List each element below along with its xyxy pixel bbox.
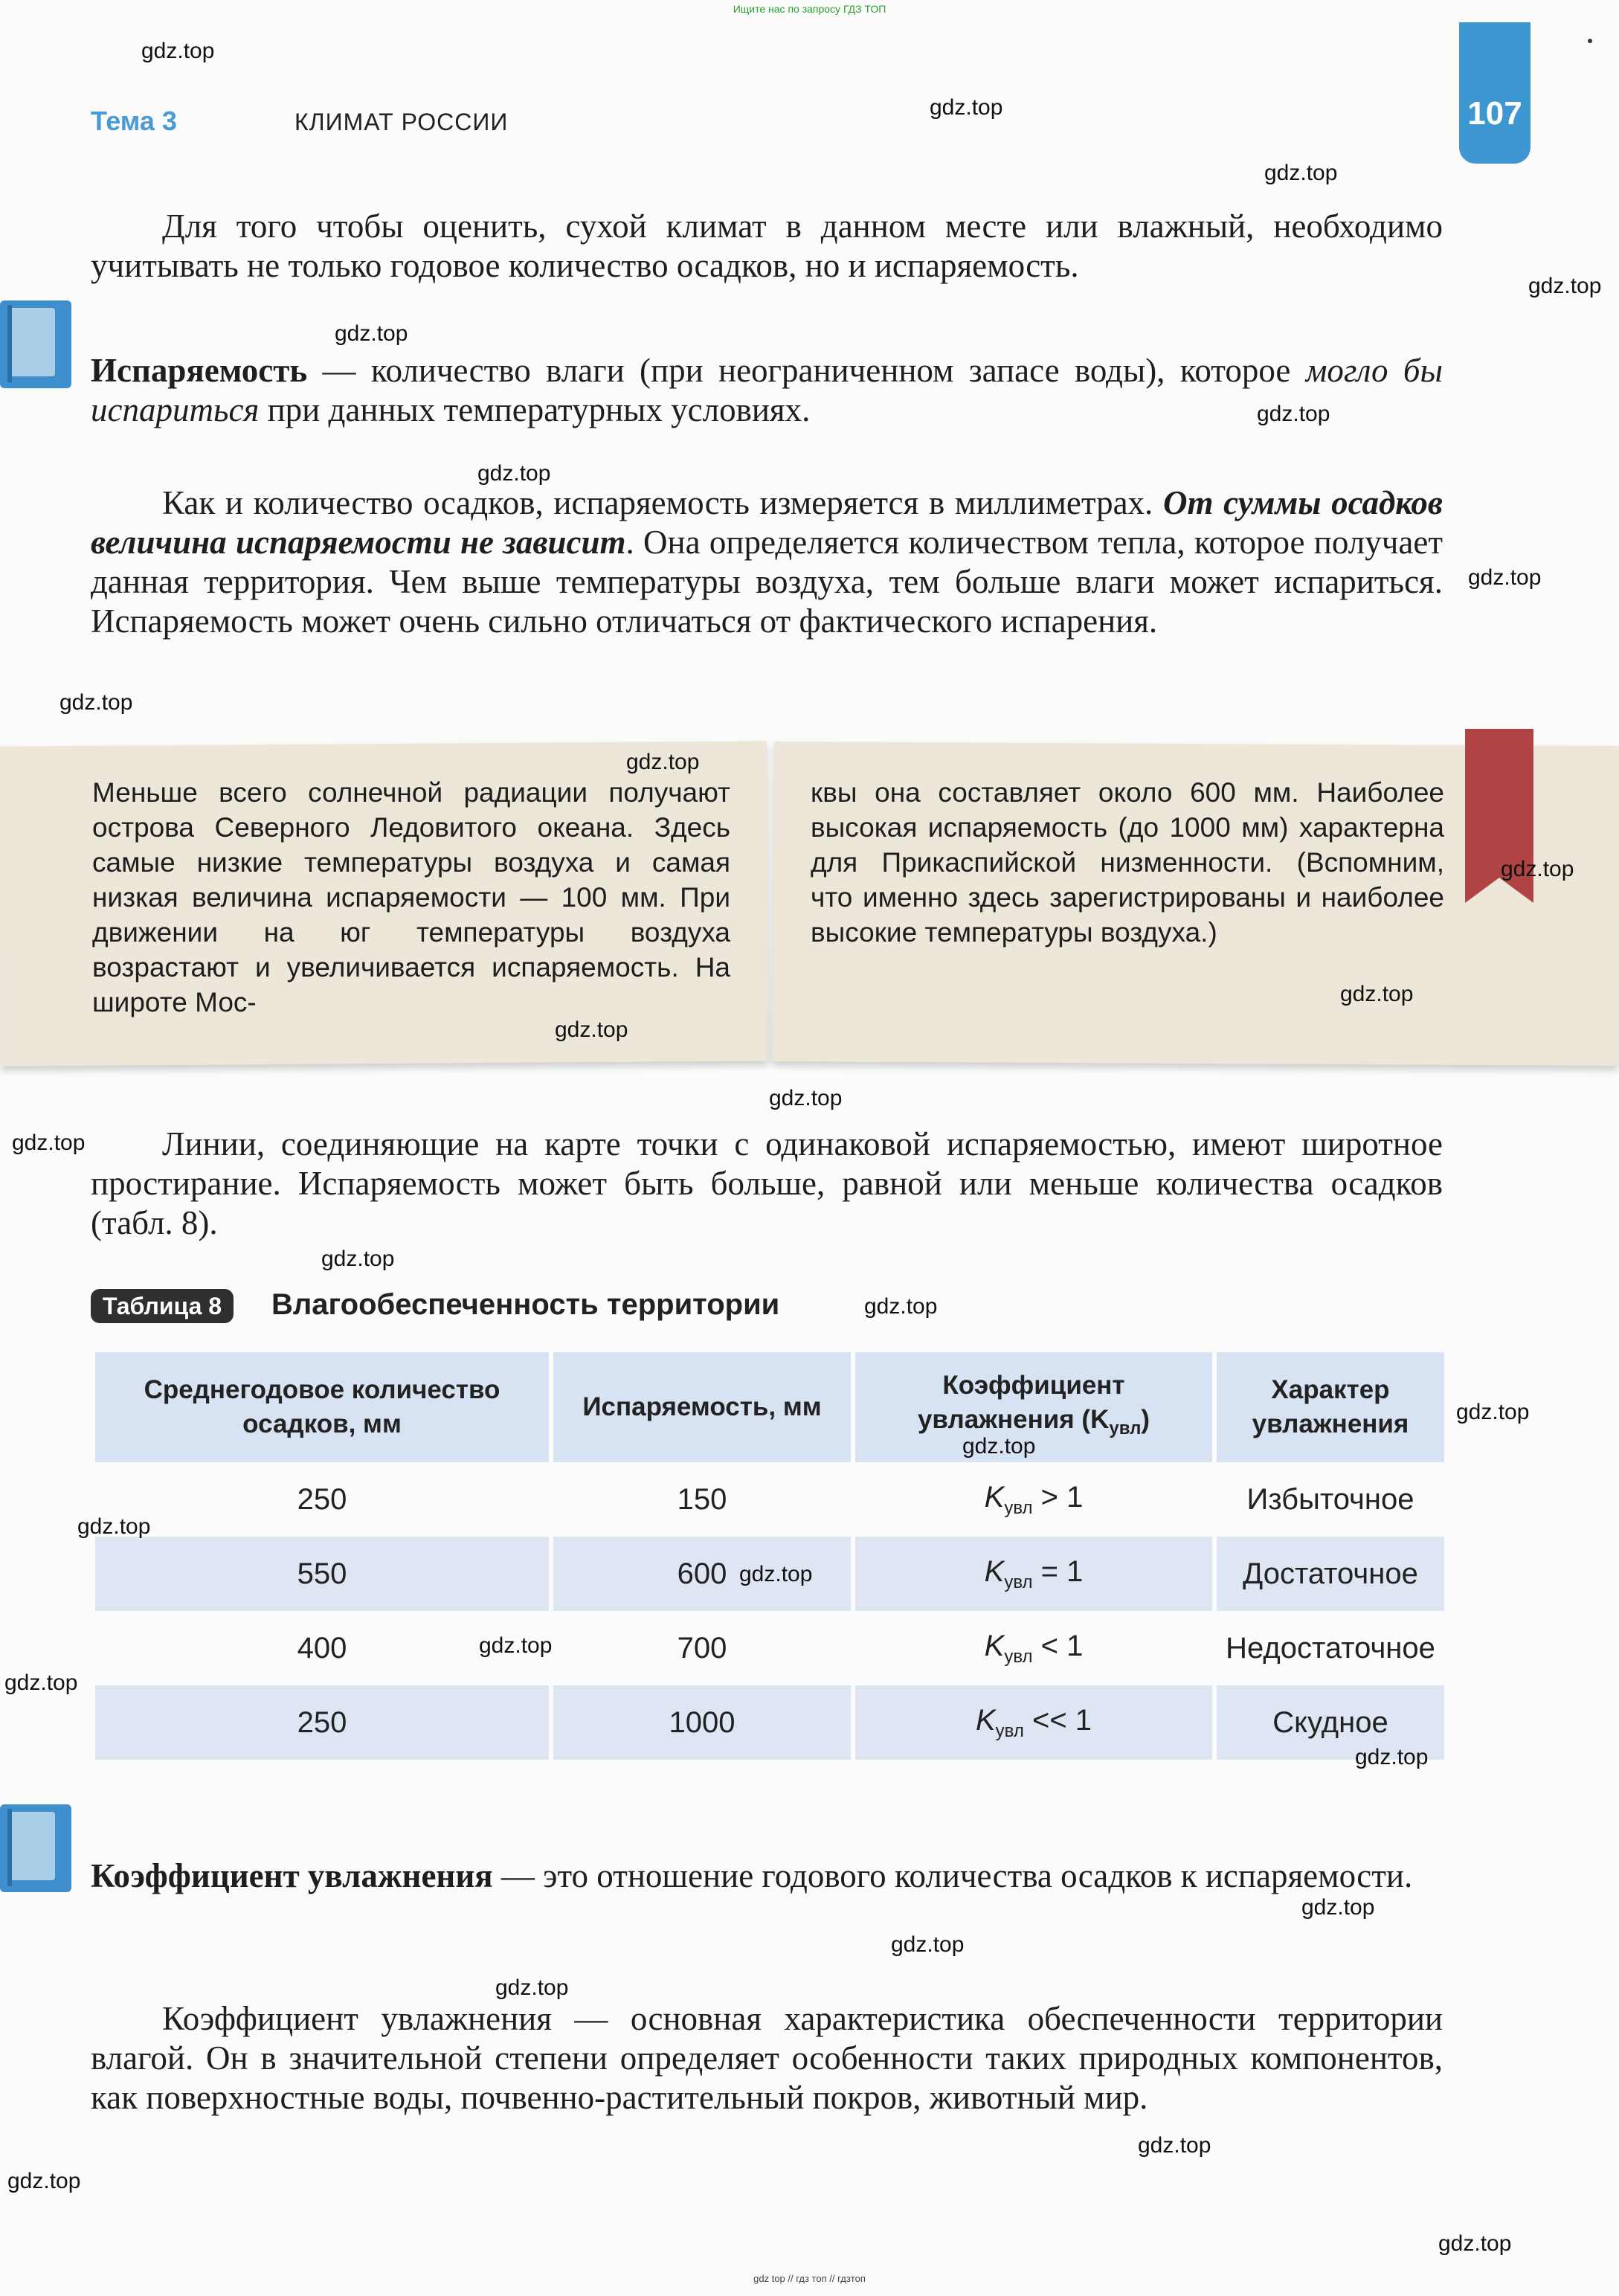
watermark: gdz.top: [335, 321, 408, 346]
isolines-paragraph: [91, 1125, 1443, 1243]
definition2-text: — это отношение годового количества осадков к испаряемости.: [492, 1857, 1413, 1894]
cell-precipitation: 250: [95, 1462, 551, 1537]
watermark: gdz.top: [1301, 1895, 1375, 1920]
table-label: Таблица 8: [91, 1289, 234, 1323]
watermark: gdz.top: [891, 1932, 965, 1957]
top-note: Ищите нас по запросу ГДЗ ТОП: [733, 3, 886, 15]
cell-evaporation: 600: [551, 1537, 853, 1611]
cell-character: Достаточное: [1214, 1537, 1444, 1611]
header-coefficient-sub: увл: [1109, 1418, 1142, 1438]
watermark: gdz.top: [1528, 274, 1602, 298]
book-icon: [0, 300, 71, 388]
moisture-table: [95, 1352, 1444, 1760]
table-row: [95, 1611, 1444, 1685]
para2-italic: От суммы осадков величина испаряемости не зависит: [91, 484, 1443, 561]
header-evaporation: Испаряемость, мм: [551, 1352, 853, 1462]
cell-coefficient: $K_{увл} = 1$: [853, 1537, 1214, 1611]
table-title: Влагообеспеченность территории: [271, 1288, 780, 1321]
watermark: gdz.top: [12, 1131, 86, 1155]
cell-character: Недостаточное: [1214, 1611, 1444, 1685]
watermark: gdz.top: [769, 1086, 843, 1110]
para3-text: Линии, соединяющие на карте точки с одинаковой испаряемостью, имеют широтное простирание. Испаряемость может быть больше, равной или меньше количества осадков (табл. 8).: [91, 1125, 1443, 1241]
header-coefficient: Коэффициент увлажнения $(K_{увл})$: [853, 1352, 1214, 1462]
header-precipitation: Среднегодовое количество осадков, мм: [95, 1352, 551, 1462]
watermark: gdz.top: [1264, 161, 1338, 185]
chapter-title: КЛИМАТ РОССИИ: [294, 109, 509, 135]
bookmark-ribbon: [1465, 729, 1533, 878]
watermark: gdz.top: [1138, 2133, 1211, 2158]
definition-text-2: при данных температурных условиях.: [259, 391, 811, 428]
corner-dot: [1588, 39, 1592, 43]
watermark: gdz.top: [930, 95, 1003, 120]
table-row: [95, 1685, 1444, 1760]
watermark: gdz.top: [864, 1294, 938, 1319]
watermark: gdz.top: [4, 1670, 78, 1695]
para2-text-2: . Она определяется количеством тепла, которое получает данная территория. Чем выше температуры воздуха, тем больше влаги может испариться. Испаряемость может очень сильно отличаться от фактического испарения.: [91, 524, 1443, 640]
watermark: gdz.top: [962, 1434, 1036, 1459]
watermark: gdz.top: [321, 1247, 395, 1271]
intro-text: Для того чтобы оценить, сухой климат в данном месте или влажный, необходимо учитывать не только годовое количество осадков, но и испаряемость.: [91, 208, 1443, 284]
cell-coefficient: $K_{увл} > 1$: [853, 1462, 1214, 1537]
cell-precipitation: 550: [95, 1537, 551, 1611]
watermark: gdz.top: [479, 1633, 553, 1658]
watermark: gdz.top: [1340, 982, 1414, 1006]
cell-evaporation: 1000: [551, 1685, 853, 1760]
watermark: gdz.top: [739, 1562, 813, 1586]
table-header-row: [95, 1352, 1444, 1462]
watermark: gdz.top: [477, 461, 551, 486]
watermark: gdz.top: [1438, 2231, 1512, 2256]
watermark: gdz.top: [1501, 857, 1574, 881]
watermark: gdz.top: [626, 750, 700, 774]
cell-precipitation: 250: [95, 1685, 551, 1760]
definition-italic: могло бы испариться: [91, 352, 1443, 428]
cell-coefficient: $K_{увл} << 1$: [853, 1685, 1214, 1760]
page-number: 107: [1467, 95, 1522, 132]
watermark: gdz.top: [77, 1514, 151, 1539]
bottom-note: gdz top // гдз топ // гдзтоп: [753, 2273, 866, 2284]
coefficient-paragraph: [91, 1999, 1443, 2117]
watermark: gdz.top: [141, 39, 215, 63]
definition-term: Испаряемость: [91, 352, 308, 389]
watermark: gdz.top: [1257, 402, 1330, 426]
watermark: gdz.top: [1456, 1400, 1530, 1424]
para2-text-1: Как и количество осадков, испаряемость измеряется в миллиметрах.: [162, 484, 1163, 521]
page-number-tab: [1459, 22, 1531, 164]
watermark: gdz.top: [7, 2169, 81, 2193]
cell-character: Избыточное: [1214, 1462, 1444, 1537]
watermark: gdz.top: [495, 1975, 569, 2000]
watermark: gdz.top: [1468, 565, 1542, 590]
intro-paragraph: [91, 207, 1443, 286]
watermark: gdz.top: [1355, 1745, 1429, 1769]
evaporation-definition: [91, 351, 1443, 430]
cell-evaporation: 150: [551, 1462, 853, 1537]
cell-evaporation: 700: [551, 1611, 853, 1685]
book-icon: [0, 1804, 71, 1892]
topic-label: Тема 3: [91, 106, 177, 136]
definition2-term: Коэффициент увлажнения: [91, 1857, 493, 1894]
watermark: gdz.top: [59, 690, 133, 715]
definition-text-1: — количество влаги (при неограниченном запасе воды), которое: [307, 352, 1306, 389]
watermark: gdz.top: [555, 1017, 628, 1042]
cell-precipitation: 400: [95, 1611, 551, 1685]
info-box-right-text: квы она составляет около 600 мм. Наиболее высокая испаряемость (до 1000 мм) характерна для Прикаспийской низменности. (Вспомним, что именно здесь зарегистрированы и наиболее высокие температуры воздуха.): [811, 777, 1444, 948]
cell-character: Скудное: [1214, 1685, 1444, 1760]
table-row: [95, 1462, 1444, 1537]
header-character: Характер увлажнения: [1214, 1352, 1444, 1462]
evaporation-paragraph: [91, 483, 1443, 641]
coefficient-definition: [91, 1856, 1443, 1896]
para4-text: Коэффициент увлажнения — основная характеристика обеспеченности территории влагой. Он в значительной степени определяет особенности таких природных компонентов, как поверхностные воды, почвенно-растительный покров, животный мир.: [91, 2000, 1443, 2116]
cell-coefficient: $K_{увл} < 1$: [853, 1611, 1214, 1685]
info-box-left-text: Меньше всего солнечной радиации получают острова Северного Ледовитого океана. Здесь самые низкие температуры воздуха и самая низкая величина испаряемости — 100 мм. При движении на юг температуры воздуха возрастают и увеличивается испаряемость. На широте Мос-: [92, 777, 730, 1017]
